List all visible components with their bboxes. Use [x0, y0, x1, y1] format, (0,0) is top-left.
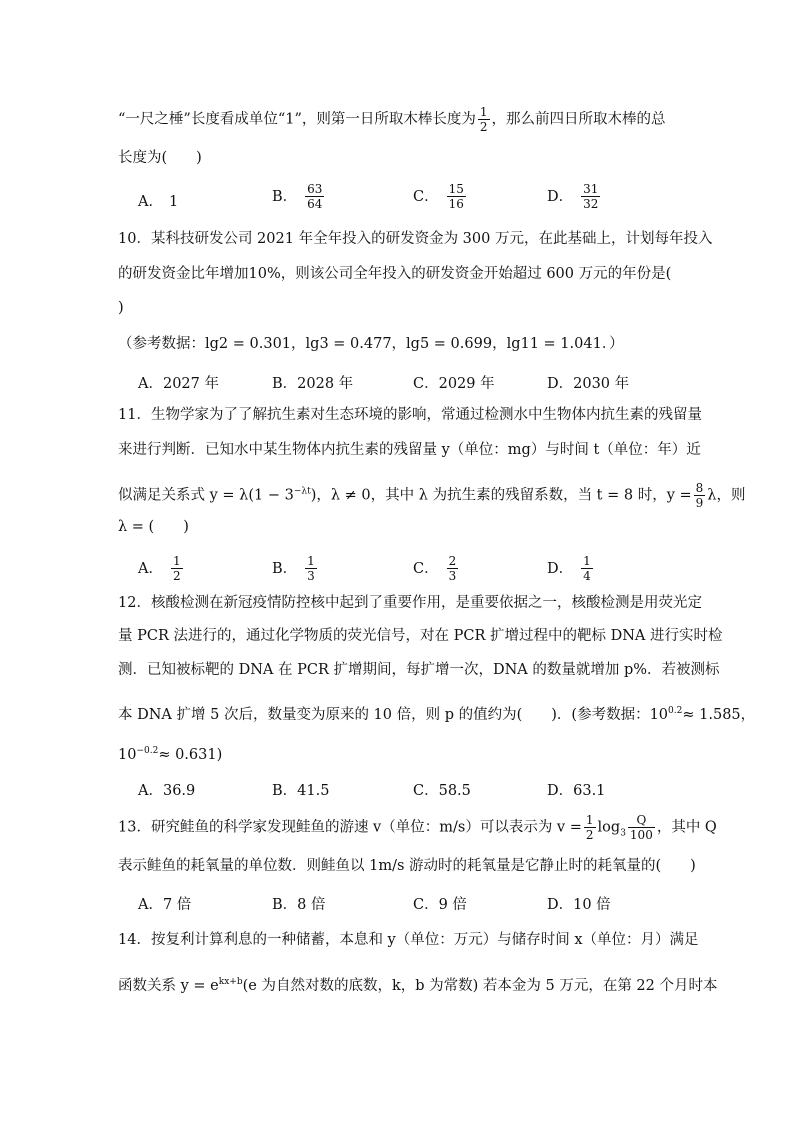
q10-line3: ) [118, 300, 124, 316]
q14-line2: 函数关系 $y = e^{kx+b}(e$ 为自然对数的底数，k，b 为常数) 若本金为 5 万元，在第 22 个月时本 [118, 977, 718, 994]
q11-line2: 来进行判断．已知水中某生物体内抗生素的残留量 y（单位：mg）与时间 t（单位：年）近 [118, 442, 701, 458]
q12-option-a[interactable]: A．36.9 [138, 783, 196, 799]
q14-line1: 14．按复利计算利息的一种储蓄，本息和 y（单位：万元）与储存时间 x（单位：月）满足 [118, 932, 699, 948]
q13-options [138, 893, 658, 913]
q13-line1: 13．研究鲑鱼的科学家发现鲑鱼的游速 v（单位：m/s）可以表示为 v = $\frac{1}{2}$ $\log_3$ $\frac{Q}{100}$ ，其中 Q [118, 813, 717, 842]
q11-option-a[interactable]: A． $\frac{1}{2}$ [138, 554, 181, 583]
q12-line4: 本 DNA 扩增 5 次后，数量变为原来的 10 倍，则 p 的值约为( )．(参考数据：$10^{0.2}\approx 1.585$， [118, 706, 756, 723]
q9-option-a[interactable]: A． 1 [138, 194, 179, 210]
q9-option-c[interactable]: C． $\frac{15}{16}$ [413, 182, 464, 211]
q10-line2: 的研发资金比年增加10%，则该公司全年投入的研发资金开始超过 600 万元的年份是( [118, 266, 672, 282]
q11-line1: 11．生物学家为了了解抗生素对生态环境的影响，常通过检测水中生物体内抗生素的残留量 [118, 407, 702, 423]
q12-options [138, 779, 658, 799]
q11-option-b[interactable]: B． $\frac{1}{3}$ [272, 554, 315, 583]
q9-options [138, 182, 658, 211]
q10-option-b[interactable]: B．2028 年 [272, 376, 354, 392]
q9-line1: “一尺之棰”长度看成单位“1”，则第一日所取木棒长度为 $\frac{1}{2}$ ，那么前四日所取木棒的总 [118, 105, 666, 134]
q10-reference: （参考数据：lg2 = 0.301，lg3 = 0.477，lg5 = 0.699，lg11 = 1.041．） [118, 336, 624, 352]
q9-option-b[interactable]: B． $\frac{63}{64}$ [272, 182, 323, 211]
q10-option-a[interactable]: A．2027 年 [138, 376, 219, 392]
q12-option-c[interactable]: C．58.5 [413, 783, 471, 799]
q9-option-d[interactable]: D． $\frac{31}{32}$ [547, 182, 599, 211]
q12-line3: 测．已知被标靶的 DNA 在 PCR 扩增期间，每扩增一次，DNA 的数量就增加 p%．若被测标 [118, 662, 720, 678]
q11-options [138, 554, 658, 583]
q10-options [138, 372, 658, 392]
q12-option-b[interactable]: B．41.5 [272, 783, 330, 799]
q11-option-d[interactable]: D． $\frac{1}{4}$ [547, 554, 591, 583]
q10-line1: 10．某科技研发公司 2021 年全年投入的研发资金为 300 万元，在此基础上，计划每年投入 [118, 231, 713, 247]
q12-line1: 12．核酸检测在新冠疫情防控核中起到了重要作用，是重要依据之一，核酸检测是用荧光定 [118, 595, 702, 611]
q10-option-d[interactable]: D．2030 年 [547, 376, 630, 392]
q12-line5: $10^{-0.2}\approx 0.631$) [118, 746, 223, 763]
q9-line2: 长度为( ) [118, 150, 202, 166]
q9-fraction: $\frac{1}{2}$ [479, 105, 488, 134]
q13-line2: 表示鲑鱼的耗氧量的单位数．则鲑鱼以 1m/s 游动时的耗氧量是它静止时的耗氧量的( ) [118, 858, 696, 874]
q11-line4: λ = ( ) [118, 519, 189, 535]
q13-option-a[interactable]: A．7 倍 [138, 897, 192, 913]
q12-option-d[interactable]: D．63.1 [547, 783, 606, 799]
q13-option-c[interactable]: C．9 倍 [413, 897, 467, 913]
q10-option-c[interactable]: C．2029 年 [413, 376, 495, 392]
q11-option-c[interactable]: C． $\frac{2}{3}$ [413, 554, 457, 583]
q12-line2: 量 PCR 法进行的，通过化学物质的荧光信号，对在 PCR 扩增过程中的靶标 DNA 进行实时检 [118, 628, 723, 644]
q13-option-b[interactable]: B．8 倍 [272, 897, 326, 913]
q11-line3: 似满足关系式 $y = \lambda(1 - 3^{-\lambda t})$，λ ≠ 0，其中 λ 为抗生素的残留系数，当 t = 8 时，y = $\frac{8}{9}$ λ，则 [118, 481, 746, 510]
q13-option-d[interactable]: D．10 倍 [547, 897, 611, 913]
